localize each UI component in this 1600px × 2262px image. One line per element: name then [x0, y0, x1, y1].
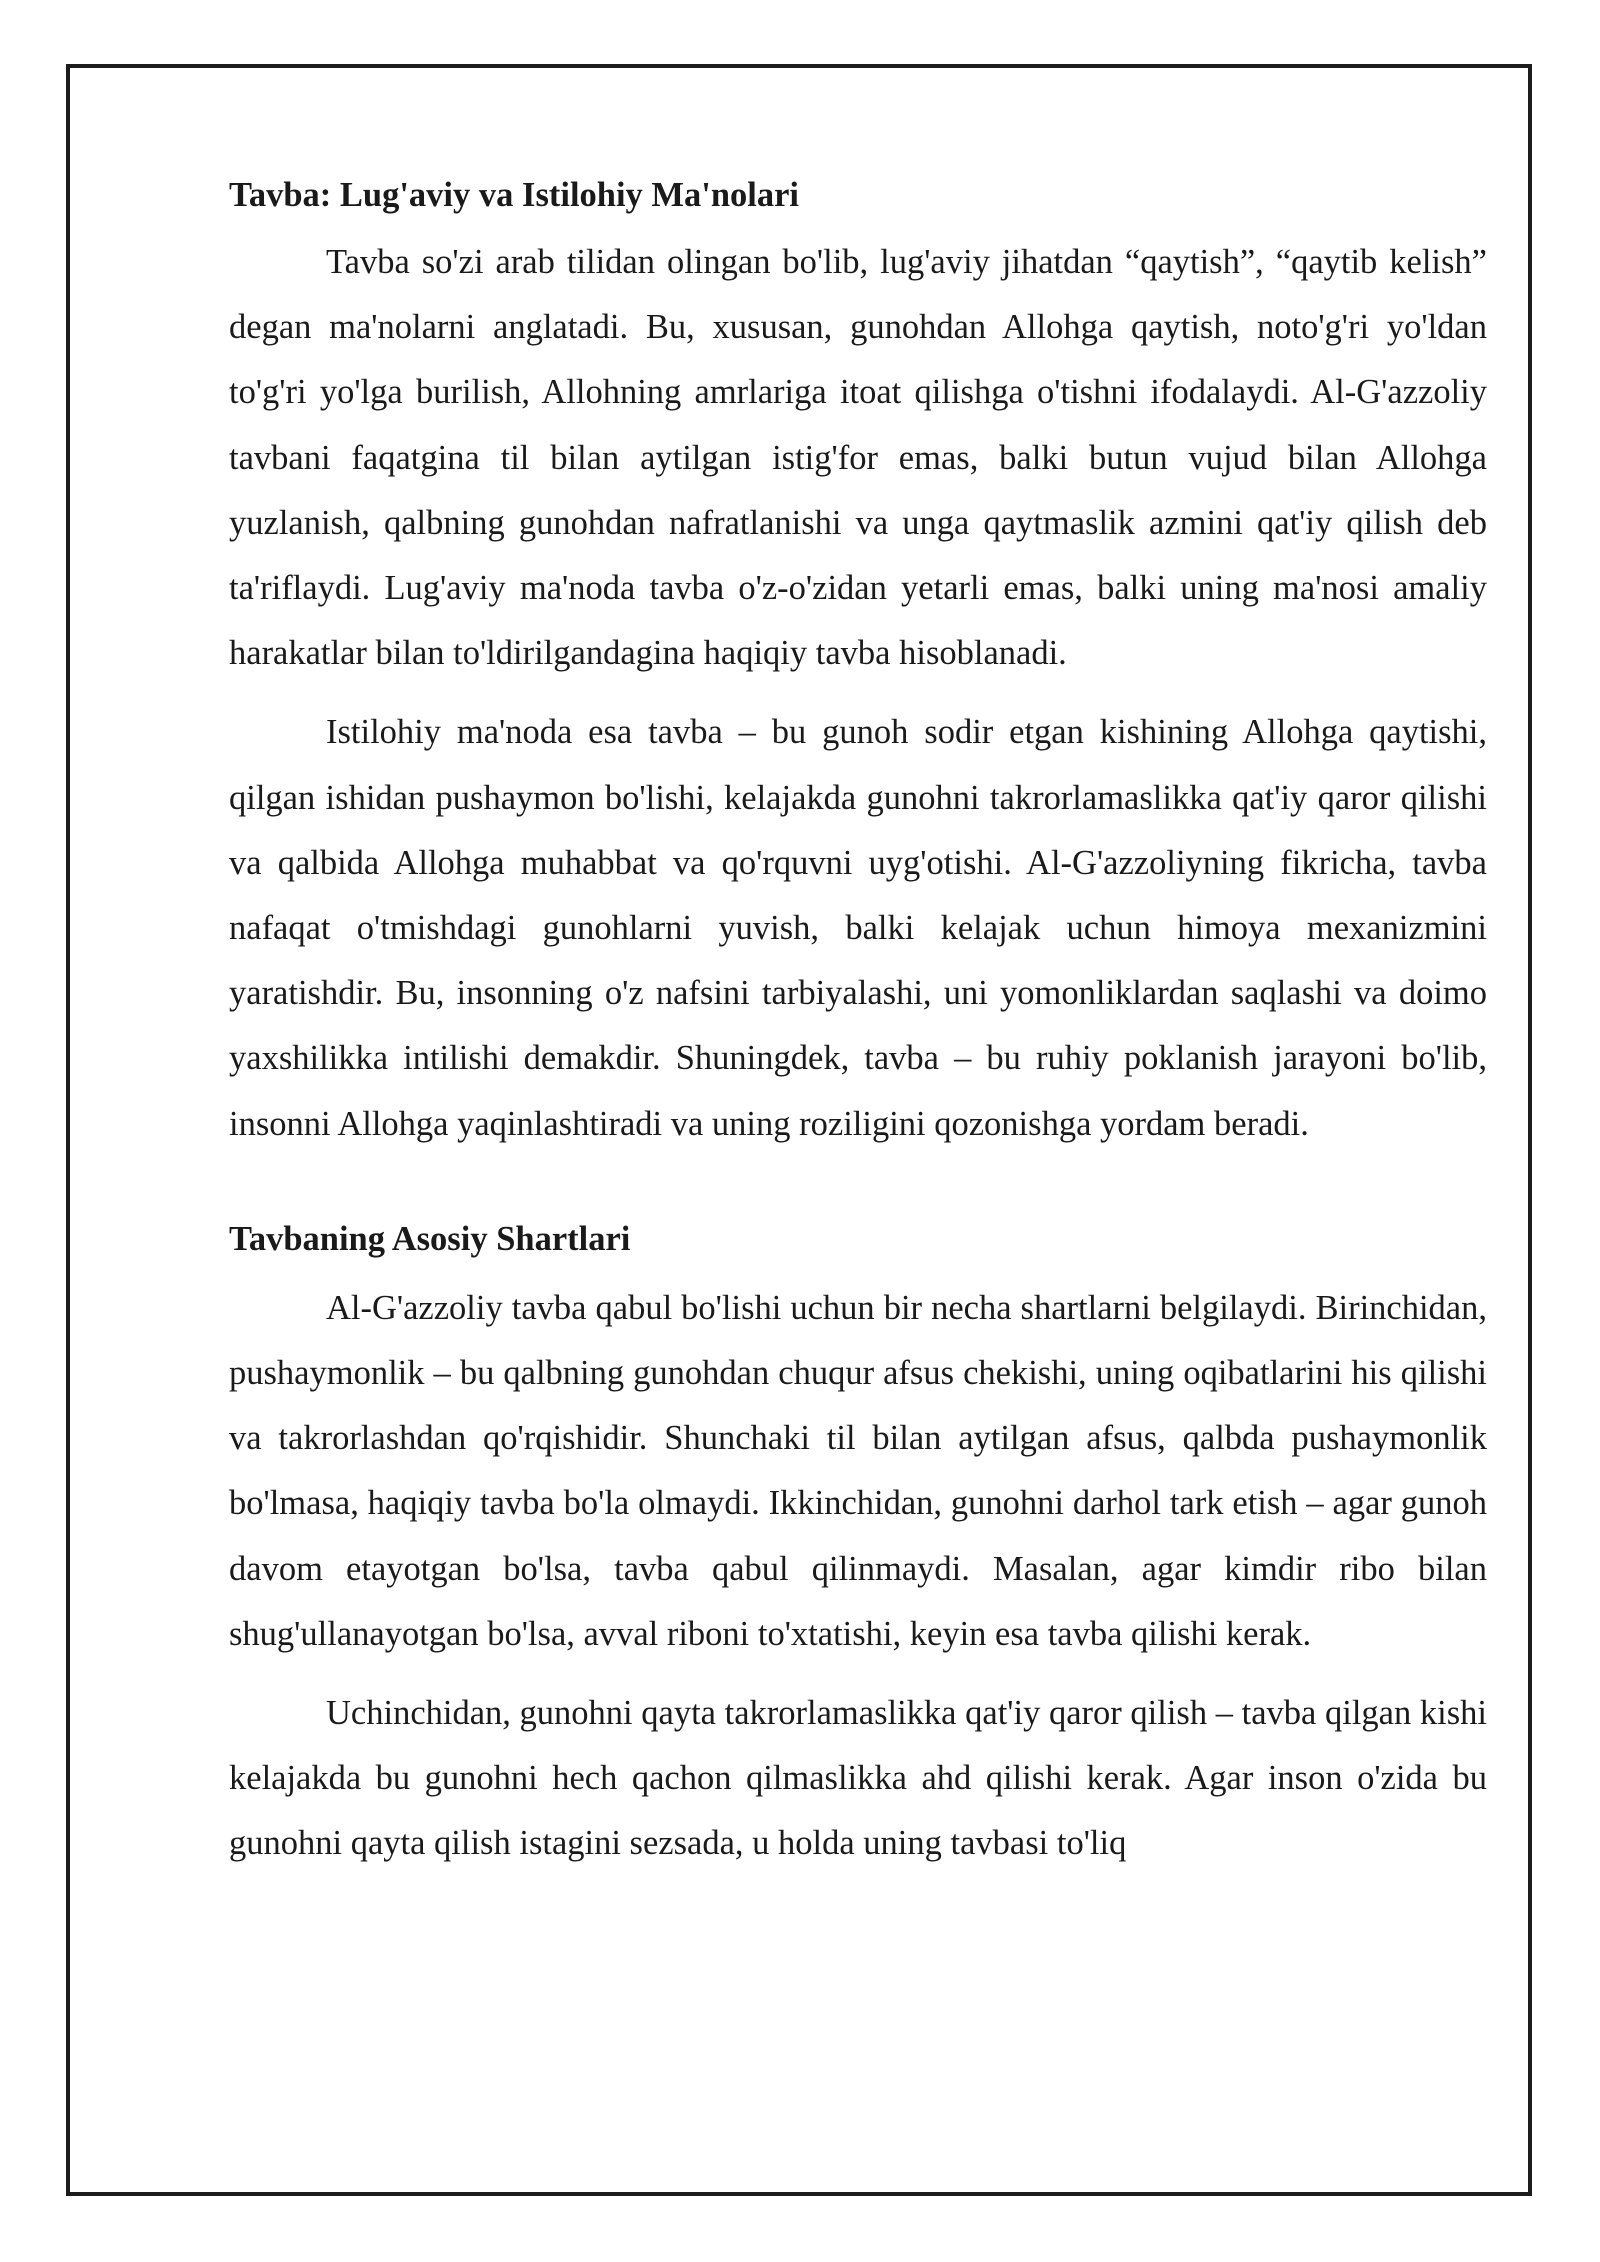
section-heading-lexical-meanings: Tavba: Lug'aviy va Istilohiy Ma'nolari	[229, 176, 799, 214]
paragraph-first-second-conditions: Al-G'azzoliy tavba qabul bo'lishi uchun bir necha shartlarni belgilaydi. Birinchidan, pushaymonlik – bu qalbning gunohdan chuqur afsus chekishi, uning oqibatlarini his qilishi va takrorlashdan qo'rqishidir. Shunchaki til bilan aytilgan afsus, qalbda pushaymonlik bo'lmasa, haqiqiy tavba bo'la olmaydi. Ikkinchidan, gunohni darhol tark etish – agar gunoh davom etayotgan bo'lsa, tavba qabul qilinmaydi. Masalan, agar kimdir ribo bilan shug'ullanayotgan bo'lsa, avval riboni to'xtatishi, keyin esa tavba qilishi kerak.	[229, 1288, 1487, 1653]
paragraph-third-condition: Uchinchidan, gunohni qayta takrorlamaslikka qat'iy qaror qilish – tavba qilgan kishi kelajakda bu gunohni hech qachon qilmaslikka ahd qilishi kerak. Agar inson o'zida bu gunohni qayta qilish istagini sezsada, u holda uning tavbasi to'liq	[229, 1694, 1487, 1863]
paragraph-terminological-meaning: Istilohiy ma'noda esa tavba – bu gunoh sodir etgan kishining Allohga qaytishi, qilgan ishidan pushaymon bo'lishi, kelajakda gunohni takrorlamaslikka qat'iy qaror qilishi va qalbida Allohga muhabbat va qo'rquvni uyg'otishi. Al-G'azzoliyning fikricha, tavba nafaqat o'tmishdagi gunohlarni yuvish, balki kelajak uchun himoya mexanizmini yaratishdir. Bu, insonning o'z nafsini tarbiyalashi, uni yomonliklardan saqlashi va doimo yaxshilikka intilishi demakdir. Shuningdek, tavba – bu ruhiy poklanish jarayoni bo'lib, insonni Allohga yaqinlashtiradi va uning roziligini qozonishga yordam beradi.	[229, 713, 1487, 1143]
section-heading-main-conditions: Tavbaning Asosiy Shartlari	[229, 1219, 631, 1258]
paragraph-lexical-meaning: Tavba so'zi arab tilidan olingan bo'lib, lug'aviy jihatdan “qaytish”, “qaytib kelish” degan ma'nolarni anglatadi. Bu, xususan, gunohdan Allohga qaytish, noto'g'ri yo'ldan to'g'ri yo'lga burilish, Allohning amrlariga itoat qilishga o'tishni ifodalaydi. Al-G'azzoliy tavbani faqatgina til bilan aytilgan istig'for emas, balki butun vujud bilan Allohga yuzlanish, qalbning gunohdan nafratlanishi va unga qaytmaslik azmini qat'iy qilish deb ta'riflaydi. Lug'aviy ma'noda tavba o'z-o'zidan yetarli emas, balki uning ma'nosi amaliy harakatlar bilan to'ldirilgandagina haqiqiy tavba hisoblanadi.	[229, 243, 1487, 673]
document-body	[229, 172, 1487, 1877]
